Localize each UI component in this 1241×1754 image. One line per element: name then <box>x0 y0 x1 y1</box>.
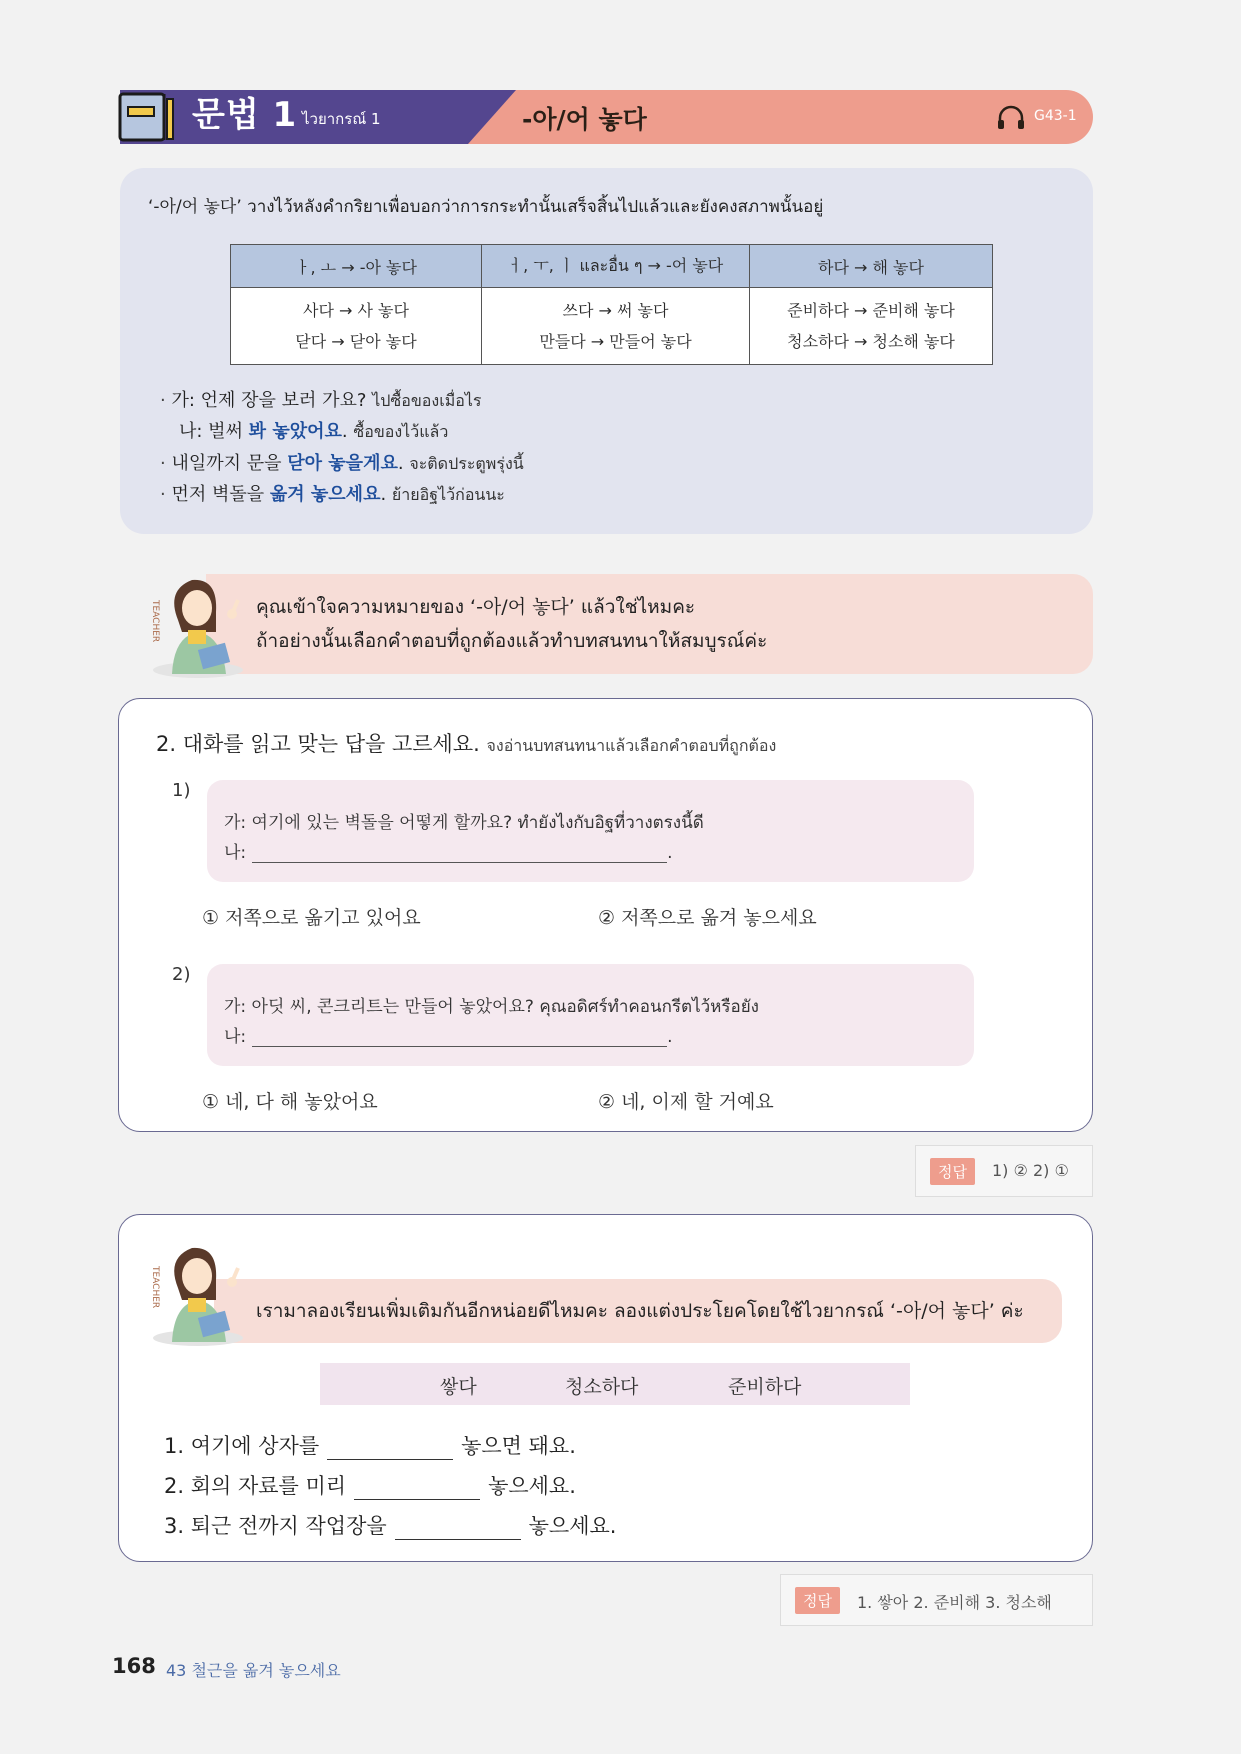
answer-badge: 정답 <box>795 1587 840 1614</box>
cell-line: 준비하다 → 준비해 놓다 <box>787 301 955 320</box>
table-cell <box>482 288 750 365</box>
header-notch <box>468 90 516 144</box>
question-number: 1) <box>172 780 191 801</box>
cell-line: 청소하다 → 청소해 놓다 <box>787 332 955 351</box>
example-line: · 내일까지 문을 닫아 놓을게요. จะติดประตูพรุ่งนี้ <box>160 453 524 474</box>
dialogue-line-a: 가: 여기에 있는 벽돌을 어떻게 할까요? ทำยังไงกับอิฐที่วางตรงนี้ดี <box>224 813 704 833</box>
option-2[interactable]: ② 네, 이제 할 거예요 <box>598 1091 774 1113</box>
table-header: ㅓ, ㅜ, ㅣ และอื่น ๆ → -어 놓다 <box>482 245 750 288</box>
word-bank <box>320 1363 910 1405</box>
answer-badge: 정답 <box>930 1158 975 1185</box>
answer-key <box>780 1574 1093 1626</box>
dialogue-line-a: 가: 아딧 씨, 콘크리트는 만들어 놓았어요? คุณอดิศร์ทำคอนกรีตไว้หรือยัง <box>224 997 759 1017</box>
practice-sentence: 2. 회의 자료를 미리 놓으세요. <box>164 1474 576 1498</box>
table-cell <box>750 288 993 365</box>
teacher-illustration <box>148 570 248 680</box>
cell-line: 사다 → 사 놓다 <box>303 301 409 320</box>
conjugation-table <box>230 244 993 365</box>
option-1[interactable]: ① 저쪽으로 옮기고 있어요 <box>202 907 421 929</box>
audio-track-code: G43-1 <box>1034 108 1077 124</box>
speech-line: ถ้าอย่างนั้นเลือกคำตอบที่ถูกต้องแล้วทำบทสนทนาให้สมบูรณ์ค่ะ <box>256 630 768 652</box>
cell-line: 닫다 → 닫아 놓다 <box>295 332 417 351</box>
option-2[interactable]: ② 저쪽으로 옮겨 놓으세요 <box>598 907 817 929</box>
table-header: ㅏ, ㅗ → -아 놓다 <box>231 245 482 288</box>
table-cell <box>231 288 482 365</box>
answer-blank[interactable] <box>395 1519 521 1540</box>
page-number: 168 <box>112 1654 156 1678</box>
speech-line: คุณเข้าใจความหมายของ ‘-아/어 놓다’ แล้วใช่ไหมคะ <box>256 596 696 618</box>
speech-text <box>256 590 767 658</box>
answer-blank[interactable] <box>252 844 667 863</box>
word-bank-item: 청소하다 <box>565 1376 639 1398</box>
headphones-icon[interactable] <box>996 104 1026 130</box>
teacher-label: TEACHER <box>150 1266 160 1309</box>
grammar-title: 문법 1 <box>192 95 298 135</box>
cell-line: 쓰다 → 써 놓다 <box>562 301 669 320</box>
answer-blank[interactable] <box>354 1479 480 1500</box>
answer-text: 1) ② 2) ① <box>992 1161 1069 1180</box>
explanation-intro: ‘-아/어 놓다’ วางไว้หลังคำกริยาเพื่อบอกว่าการกระทำนั้นเสร็จสิ้นไปแล้วและยังคงสภาพนั้นอยู่ <box>148 197 824 217</box>
option-1[interactable]: ① 네, 다 해 놓았어요 <box>202 1091 378 1113</box>
example-line: · 먼저 벽돌을 옮겨 놓으세요. ย้ายอิฐไว้ก่อนนะ <box>160 484 505 505</box>
example-line: 나: 벌써 봐 놓았어요. ซื้อของไว้แล้ว <box>179 421 449 442</box>
practice-sentence: 1. 여기에 상자를 놓으면 돼요. <box>164 1434 576 1458</box>
practice-sentence: 3. 퇴근 전까지 작업장을 놓으세요. <box>164 1514 617 1538</box>
book-icon <box>118 91 176 143</box>
answer-blank[interactable] <box>327 1439 453 1460</box>
teacher-illustration <box>148 1238 248 1348</box>
word-bank-item: 준비하다 <box>728 1376 802 1398</box>
dialogue-line-b: 나: . <box>224 843 673 863</box>
cell-line: 만들다 → 만들어 놓다 <box>539 332 692 351</box>
answer-text: 1. 쌓아 2. 준비해 3. 청소해 <box>857 1593 1052 1612</box>
question-number: 2) <box>172 964 191 985</box>
speech-text: เรามาลองเรียนเพิ่มเติมกันอีกหน่อยดีไหมคะ ลองแต่งประโยคโดยใช้ไวยากรณ์ ‘-아/어 놓다’ ค่ะ <box>256 1300 1024 1322</box>
word-bank-item: 쌓다 <box>440 1376 477 1398</box>
example-line: · 가: 언제 장을 보러 가요? ไปซื้อของเมื่อไร <box>160 390 482 411</box>
dialogue-line-b: 나: . <box>224 1027 673 1047</box>
teacher-label: TEACHER <box>150 600 160 643</box>
grammar-title-thai: ไวยากรณ์ 1 <box>302 110 381 128</box>
chapter-title: 43 철근을 옮겨 놓으세요 <box>166 1661 341 1680</box>
answer-blank[interactable] <box>252 1028 667 1047</box>
answer-key <box>915 1145 1093 1197</box>
table-header: 하다 → 해 놓다 <box>750 245 993 288</box>
exercise-title: 2. 대화를 읽고 맞는 답을 고르세요. จงอ่านบทสนทนาแล้วเลือกคำตอบที่ถูกต้อง <box>156 732 777 756</box>
grammar-topic: -아/어 놓다 <box>522 105 647 134</box>
